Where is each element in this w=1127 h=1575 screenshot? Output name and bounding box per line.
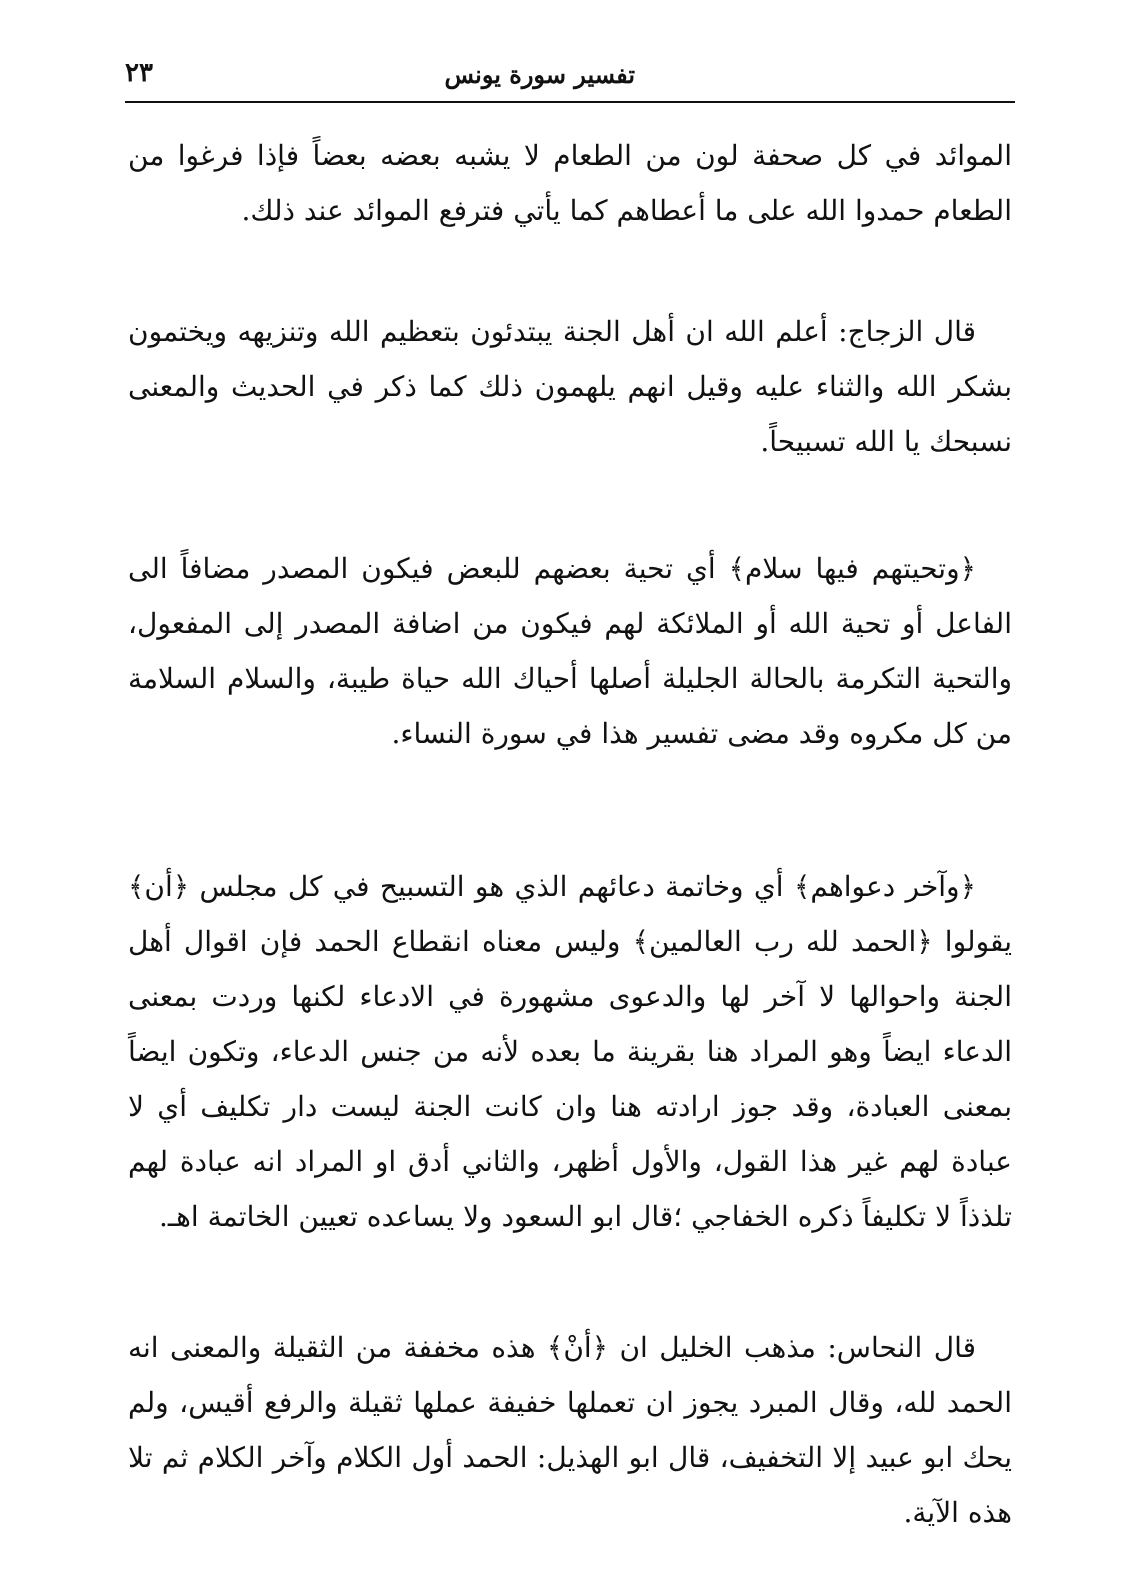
paragraph-2: قال الزجاج: أعلم الله ان أهل الجنة يبتدئون بتعظيم الله وتنزيهه ويختمون بشكر الله والثناء عليه وقيل انهم يلهمون ذلك كما ذكر في الحديث والمعنى نسبحك يا الله تسبيحاً.	[128, 315, 1012, 458]
paragraph-4: ﴿وآخر دعواهم﴾ أي وخاتمة دعائهم الذي هو التسبيح في كل مجلس ﴿أن﴾ يقولوا ﴿الحمد لله رب العالمين﴾ وليس معناه انقطاع الحمد فإن اقوال أهل الجنة واحوالها لا آخر لها والدعوى مشهورة في الادعاء لكنها وردت بمعنى الدعاء ايضاً وهو المراد هنا بقرينة ما بعده لأنه من جنس الدعاء، وتكون ايضاً بمعنى العبادة، وقد جوز ارادته هنا وان كانت الجنة ليست دار تكليف أي لا عبادة لهم غير هذا القول، والأول أظهر، والثاني أدق او المراد انه عبادة لهم تلذذاً لا تكليفاً ذكره الخفاجي ؛قال ابو السعود ولا يساعده تعيين الخاتمة اهـ.	[128, 870, 1013, 1233]
running-header	[125, 56, 1015, 100]
running-title: تفسير سورة يونس	[444, 60, 635, 89]
header-rule	[125, 101, 1015, 103]
page-body	[128, 128, 1012, 1540]
paragraph-3: ﴿وتحيتهم فيها سلام﴾ أي تحية بعضهم للبعض فيكون المصدر مضافاً الى الفاعل أو تحية الله أو الملائكة لهم فيكون من اضافة المصدر إلى المفعول، والتحية التكرمة بالحالة الجليلة أصلها أحياك الله حياة طيبة، والسلام السلامة من كل مكروه وقد مضى تفسير هذا في سورة النساء.	[128, 552, 1012, 750]
paragraph-1: الموائد في كل صحفة لون من الطعام لا يشبه بعضه بعضاً فإذا فرغوا من الطعام حمدوا الله على ما أعطاهم كما يأتي فترفع الموائد عند ذلك.	[128, 139, 1012, 227]
page-number: ٢٣	[125, 58, 153, 88]
paragraph-5: قال النحاس: مذهب الخليل ان ﴿أنْ﴾ هذه مخففة من الثقيلة والمعنى انه الحمد لله، وقال المبرد يجوز ان تعملها خفيفة عملها ثقيلة والرفع أقيس، ولم يحك ابو عبيد إلا التخفيف، قال ابو الهذيل: الحمد أول الكلام وآخر الكلام ثم تلا هذه الآية.	[128, 1331, 1012, 1529]
